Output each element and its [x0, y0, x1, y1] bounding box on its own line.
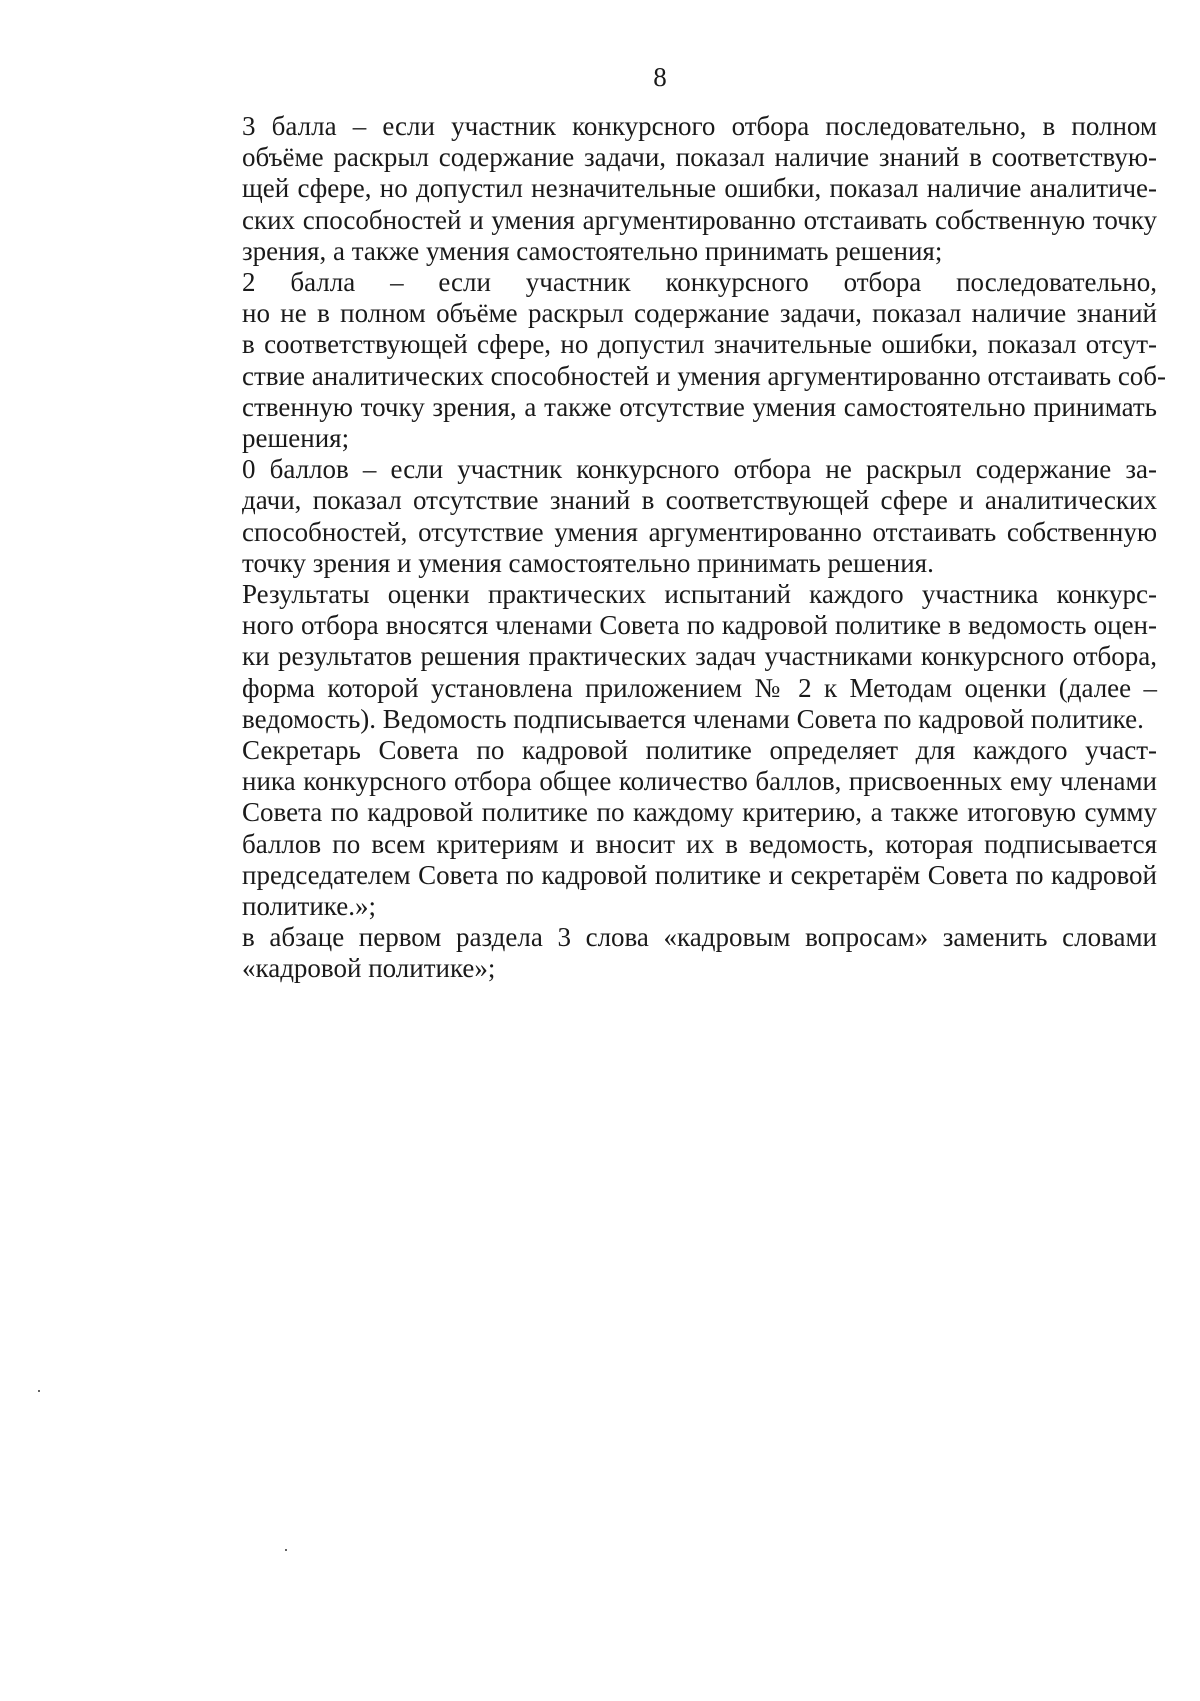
- text-line: ственную точку зрения, а также отсутствие умения самостоятельно принимать: [242, 391, 1157, 422]
- text-line: политике.»;: [242, 891, 376, 922]
- text-line: но не в полном объёме раскрыл содержание задачи, показал наличие знаний: [242, 298, 1157, 329]
- text-line: зрения, а также умения самостоятельно принимать решения;: [242, 235, 943, 266]
- paragraph-results: [171, 579, 1157, 735]
- paragraph-amendment: [171, 922, 1157, 984]
- document-body: [171, 111, 1167, 985]
- text-line: Секретарь Совета по кадровой политике определяет для каждого участ-: [242, 735, 1157, 766]
- text-line: форма которой установлена приложением № 2 к Методам оценки (далее –: [242, 672, 1157, 703]
- text-line: ствие аналитических способностей и умения аргументированно отстаивать соб-: [242, 360, 1167, 391]
- text-line: ведомость). Ведомость подписывается членами Совета по кадровой политике.: [242, 703, 1144, 734]
- scan-speck: [285, 1549, 287, 1551]
- text-line: щей сфере, но допустил незначительные ошибки, показал наличие аналитиче-: [242, 173, 1157, 204]
- text-line: ника конкурсного отбора общее количество баллов, присвоенных ему членами: [242, 766, 1157, 797]
- scan-speck: [38, 1390, 40, 1392]
- text-line: 0 баллов – если участник конкурсного отбора не раскрыл содержание за-: [242, 454, 1157, 485]
- text-line: председателем Совета по кадровой политике и секретарём Совета по кадровой: [242, 859, 1157, 890]
- text-line: Совета по кадровой политике по каждому критерию, а также итоговую сумму: [242, 797, 1157, 828]
- text-line: дачи, показал отсутствие знаний в соответствующей сфере и аналитических: [242, 485, 1157, 516]
- text-line: 3 балла – если участник конкурсного отбора последовательно, в полном: [242, 111, 1157, 141]
- text-line: ного отбора вносятся членами Совета по кадровой политике в ведомость оцен-: [242, 610, 1157, 641]
- text-line: «кадровой политике»;: [242, 953, 496, 984]
- text-line: ских способностей и умения аргументированно отстаивать собственную точку: [242, 204, 1157, 235]
- text-line: объёме раскрыл содержание задачи, показал наличие знаний в соответствую-: [242, 142, 1157, 173]
- text-line: решения;: [242, 423, 350, 454]
- text-line: в абзаце первом раздела 3 слова «кадровым вопросам» заменить словами: [242, 922, 1157, 953]
- page-number: 8: [653, 62, 667, 92]
- paragraph-0-points: [171, 454, 1157, 579]
- text-line: баллов по всем критериям и вносит их в ведомость, которая подписывается: [242, 828, 1157, 859]
- paragraph-secretary: [171, 735, 1157, 922]
- paragraph-2-points: [171, 267, 1167, 454]
- text-line: ки результатов решения практических задач участниками конкурсного отбора,: [242, 641, 1157, 672]
- text-line: способностей, отсутствие умения аргументированно отстаивать собственную: [242, 516, 1157, 547]
- paragraph-3-points: [171, 111, 1157, 267]
- text-line: в соответствующей сфере, но допустил значительные ошибки, показал отсут-: [242, 329, 1157, 360]
- text-line: Результаты оценки практических испытаний каждого участника конкурс-: [242, 579, 1157, 610]
- text-line: точку зрения и умения самостоятельно принимать решения.: [242, 547, 934, 578]
- text-line: 2 балла – если участник конкурсного отбора последовательно,: [242, 267, 1157, 298]
